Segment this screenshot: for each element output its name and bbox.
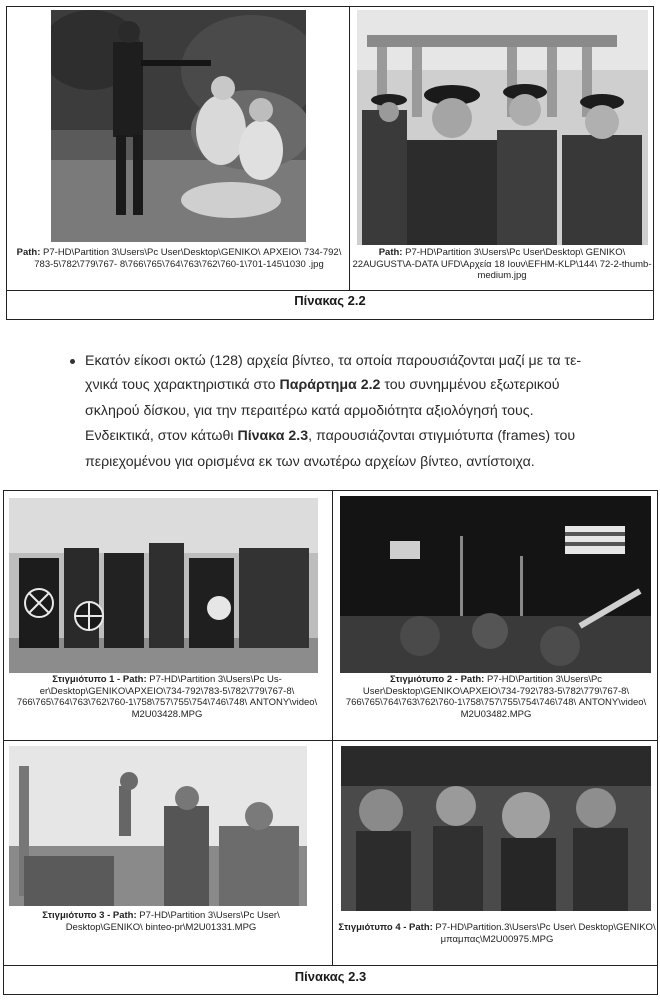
table-ref: Πίνακα 2.3 [237,428,309,444]
text: , παρουσιάζονται στιγμιότυπα (frames) του [308,428,576,444]
table-2-3-frame-1 [9,498,318,673]
path-text: P7-HD\Partition 3\Users\Pc User\Desktop\GENIKO\ ΑΡΧΕΙΟ\ 734-792\ 783-5\782\779\767- 8\766\765\764\763\762\760-1\701-145\1030 .jpg [34,247,342,270]
table-2-2-caption-1 [14,247,344,270]
table-2-2-divider [349,6,350,291]
paragraph-line-3: σκληρού δίσκου, για την περαιτέρω κατά αρμοδιότητα αξιολόγησή τους. [85,403,534,419]
path-label: Path: [378,247,403,258]
table-2-3-divider [332,490,333,966]
paragraph-line-4 [85,424,645,448]
path-text: P7-HD\Partition 3\Users\Pc User\ Desktop\GENIKO\ binteo-pr\M2U01331.MPG [65,910,280,933]
frame-label: Στιγμιότυπο 1 - Path: [52,674,147,685]
photo-kneeling-prisoners [51,10,306,242]
path-text: P7-HD\Partition 3\Users\Pc Us- er\Desktop\GENIKO\ΑΡΧΕΙΟ\734-792\783-5\782\779\767-8\ 766\765\764\763\762\760-1\758\757\755\754\746\748\ ANTONY\video\ M2U03428.MPG [16,674,318,720]
table-2-2-caption-2 [352,247,652,282]
table-2-3-row-divider [3,740,658,741]
paragraph-line-2 [85,373,645,397]
table-2-3-frame-3 [9,746,307,906]
table-2-3-caption-2 [337,674,655,720]
path-label: Path: [16,247,41,258]
table-2-2-title-divider [6,290,654,291]
table-2-3-caption-4 [338,922,656,945]
table-2-2-photo-2 [357,10,648,245]
frame-crowd-men [341,746,651,911]
table-2-2-photo-1 [51,10,306,242]
table-2-3-frame-4 [341,746,651,911]
table-2-3-title: Πίνακας 2.3 [294,969,367,984]
photo-officers-acropolis [357,10,648,245]
table-2-2-title: Πίνακας 2.2 [294,293,366,308]
frame-label: Στιγμιότυπο 3 - Path: [42,910,137,921]
paragraph-line-1: Εκατόν είκοσι οκτώ (128) αρχεία βίντεο, τα οποία παρουσιάζονται μαζί με τα τε- [85,353,582,369]
appendix-ref: Παράρτημα 2.2 [279,377,381,393]
table-2-3-caption-3 [6,910,316,933]
table-2-3-caption-1 [6,674,328,720]
frame-street-march [9,498,318,673]
frame-label: Στιγμιότυπο 4 - Path: [338,922,433,933]
text: χνικά τους χαρακτηριστικά στο [85,377,280,393]
table-2-3-frame-2 [340,496,651,673]
frame-label: Στιγμιότυπο 2 - Path: [389,674,485,685]
text: του συνημμένου εξωτερικού [380,377,560,393]
frame-raised-arms [9,746,307,906]
text: Ενδεικτικά, στον κάτωθι [85,428,238,444]
frame-flags-crowd [340,496,651,673]
bullet-icon [70,359,75,364]
path-text: P7-HD\Partition 3\Users\Pc User\Desktop\GENIKO\ΑΡΧΕΙΟ\734-792\783-5\782\779\767-8\ 766\765\764\763\762\760-1\758\757\755\754\746\748\ ANTONY\video\ M2U03482.MPG [345,674,647,720]
path-text: P7-HD\Partition.3\Users\Pc User\ Desktop\GENIKO\ μπαμπας\M2U00975.MPG [432,922,656,945]
path-text: P7-HD\Partition 3\Users\Pc User\Desktop\ GENIKO\ 22AUGUST\A-DATA UFD\Αρχεία 18 Ιουν\EFHM-KLP\144\ 72-2-thumb-medium.jpg [352,247,652,281]
table-2-3-title-divider [3,965,658,966]
paragraph-line-5: περιεχομένου για ορισμένα εκ των ανωτέρω αρχείων βίντεο, αντίστοιχα. [85,454,535,470]
